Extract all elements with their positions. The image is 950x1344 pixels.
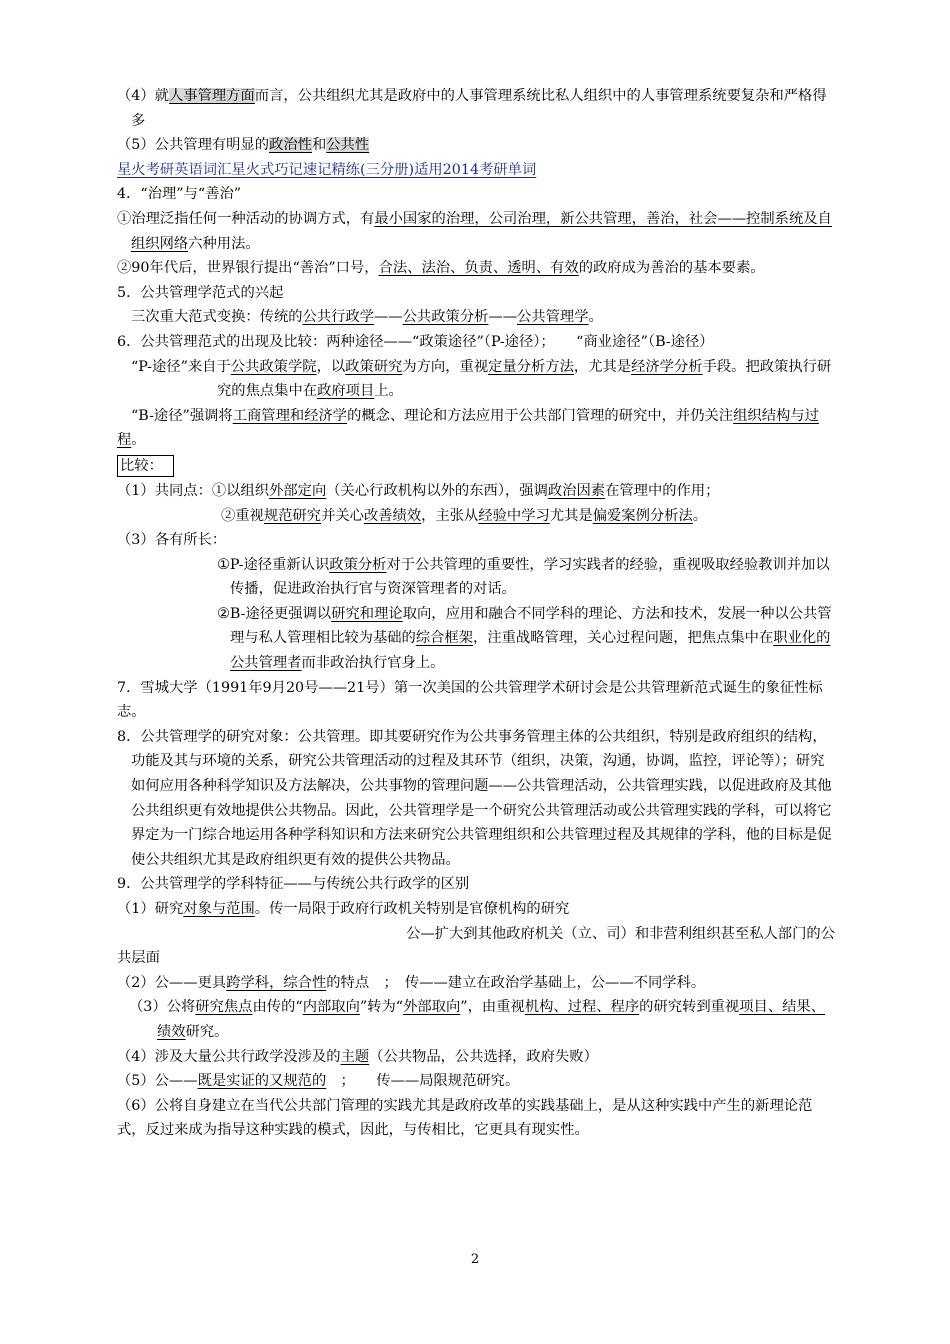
text: 在管理中的作用； — [605, 482, 720, 499]
compare-box: 比较： — [117, 455, 174, 477]
text: 取向，应用和融合不同学科的理论、方法和技术，发展一种以公共管理与私人管理相比较为基础的 — [230, 605, 832, 647]
text: （3）公将 — [129, 999, 196, 1016]
text: 六种用法。 — [188, 235, 260, 252]
text: 和 — [311, 137, 327, 154]
underlined-term: 改善绩效 — [363, 507, 422, 524]
text: （2）公——更具 — [117, 974, 227, 991]
text: ，注重战略管理，关心过程问题，把焦点集中在 — [473, 630, 774, 647]
text: 为方向，重视 — [402, 358, 489, 375]
item-9-5 — [117, 1069, 835, 1094]
ad-link[interactable]: 星火考研英语词汇星火式巧记速记精练(三分册)适用2014考研单词 — [117, 161, 537, 178]
underlined-term: 合法、法治、负责、透明、有效 — [378, 260, 579, 277]
text: 的概念、理论和方法应用于公共部门管理的研究中，并仍关注 — [347, 407, 734, 424]
underlined-term: 公共行政学 — [302, 309, 375, 326]
text: 尤其是 — [549, 507, 593, 524]
underlined-term: 内部取向 — [302, 999, 360, 1016]
text: —— — [374, 309, 403, 326]
section-6-title: 6．公共管理范式的出现及比较：两种途径——“政策途径”（P-途径）； “商业途径”（B-途径） — [117, 333, 714, 350]
text: ”，由重视 — [460, 999, 525, 1016]
paragraph-b-approach — [117, 404, 835, 453]
text: ，尤其是 — [573, 358, 632, 375]
item-9-4 — [117, 1045, 835, 1070]
underlined-term: 项目、结果、绩效 — [157, 999, 826, 1040]
underlined-term: 最小国家的治理，公司治理，新公共管理，善治，社会——控制系统及自组织网络 — [131, 210, 832, 252]
compare-common-2 — [117, 504, 835, 529]
paragraph-p-approach — [117, 355, 835, 404]
text: —— — [488, 309, 518, 326]
compare-common-1 — [117, 479, 835, 504]
underlined-term: 经济学分析 — [631, 358, 703, 375]
text: ； 传——局限规范研究。 — [326, 1073, 520, 1090]
text: ②90年代后，世界银行提出“善治”口号， — [117, 260, 379, 277]
compare-box-line — [117, 453, 835, 479]
text: 。 — [588, 309, 603, 326]
underlined-term: 组织结构与过程 — [117, 407, 819, 449]
text: （4）就 — [117, 88, 169, 104]
paragraph-personnel — [117, 84, 835, 133]
underlined-term: 机构、过程、程序 — [524, 999, 640, 1016]
underlined-term: 外部定向 — [269, 482, 327, 499]
text: 。 — [131, 432, 146, 449]
underlined-term: 主题 — [340, 1048, 370, 1065]
text: ”转为“ — [359, 999, 404, 1016]
text: （5）公共管理有明显的 — [117, 137, 270, 154]
underlined-term: 政治因素 — [547, 482, 606, 499]
item-9-1 — [117, 897, 835, 922]
page-number: 2 — [470, 1252, 480, 1267]
text: 。 — [692, 507, 708, 524]
text: 三次重大范式变换：传统的 — [131, 309, 303, 326]
underlined-term: 政策分析 — [329, 556, 387, 573]
text: ②B-途径更强调以 — [217, 605, 332, 622]
underlined-term: 研究和理论 — [331, 605, 403, 622]
highlight-term: 政治性 — [269, 137, 312, 154]
text: 对于公共管理的重要性，学习实践者的经验，重视吸取经验教训并加以传播，促进政治执行官与资深管理者的对话。 — [230, 556, 830, 598]
text: 而非政治执行官身上。 — [301, 655, 445, 672]
underlined-term: 对象与范围 — [183, 901, 255, 917]
ad-link-line — [117, 158, 835, 183]
highlight-term: 人事管理方面 — [169, 88, 255, 104]
text: ①P-途径重新认识 — [217, 556, 330, 573]
underlined-term: 工商管理和经济学 — [232, 407, 348, 424]
underlined-term: 公共管理学 — [517, 309, 589, 326]
underlined-term: 经验中学习 — [478, 507, 550, 524]
text: 研究。 — [185, 1023, 229, 1040]
section-4-title: 4．“治理”与“善治” — [117, 186, 242, 203]
underlined-term: 综合框架 — [415, 630, 474, 647]
text: （5）公—— — [117, 1073, 198, 1090]
text: 手段。把政策执行研究的焦点集中在 — [217, 358, 832, 400]
text: （关心行政机构以外的东西），强调 — [326, 482, 548, 499]
underlined-term: 研究焦点 — [195, 999, 253, 1016]
document-body — [117, 84, 835, 1143]
text: 的政府成为善治的基本要素。 — [578, 260, 765, 277]
underlined-term: 规范研究 — [263, 507, 322, 524]
text: ①治理泛指任何一种活动的协调方式，有 — [117, 210, 375, 227]
text: ，主张从 — [421, 507, 479, 524]
section-5-title: 5．公共管理学范式的兴起 — [117, 284, 284, 301]
item-9-6: （6）公将自身建立在当代公共部门管理的实践尤其是政府改革的实践基础上，是从这种实践中产生的新理论范式，反过来成为指导这种实践的模式，因此，与传相比，它更具有现实性。 — [117, 1097, 813, 1139]
underlined-term: 定量分析方法 — [488, 358, 574, 375]
section-9-title: 9．公共管理学的学科特征——与传统公共行政学的区别 — [117, 876, 470, 893]
underlined-term: 公共政策学院 — [230, 358, 317, 375]
compare-strength-p — [117, 553, 835, 602]
text: 。传一局限于政府行政机关特别是官僚机构的研究 — [254, 901, 570, 917]
underlined-term: 公共政策分析 — [402, 309, 489, 326]
underlined-term: 职业化的公共管理者 — [230, 630, 831, 672]
item-9-2 — [117, 971, 835, 996]
text: “B-途径”强调将 — [131, 407, 233, 424]
highlight-term: 公共性 — [326, 137, 370, 154]
text: 而言，公共组织尤其是政府中的人事管理系统比私人组织中的人事管理系统要复杂和严格得多 — [131, 88, 827, 129]
text: （公共物品，公共选择，政府失败） — [369, 1048, 598, 1065]
underlined-term: 既是实证的又规范的 — [197, 1073, 327, 1090]
item-9-1-end: 共层面 — [117, 950, 160, 967]
text: ②重视 — [221, 507, 264, 524]
compare-strengths-title: （3）各有所长： — [117, 532, 227, 549]
section-8: 8．公共管理学的研究对象：公共管理。即其要研究作为公共事务管理主体的公共组织，特别是政府组织的结构，功能及其与环境的关系，研究公共管理活动的过程及其环节（组织，决策，沟通，协调，监控，评论等）；研究如何应用各种科学知识及方法解决，公共事物的管理问题——公共管理活动，公共管理实践，以促进政府及其他公共组织更有效地提供公共物品。因此，公共管理学是一个研究公共管理活动或公共管理实践的学科，可以将它界定为一门综合地运用各种学科知识和方法来研究公共管理组织和公共管理过程及其规律的学科，他的目标是促使公共组织尤其是政府组织更有效的提供公共物品。 — [117, 728, 832, 868]
underlined-term: 跨学科，综合性 — [226, 974, 327, 991]
text: （1）研究 — [117, 901, 184, 917]
underlined-term: 外部取向 — [403, 999, 461, 1016]
paragraph-4-1 — [117, 207, 835, 256]
text: 的研究转到重视 — [639, 999, 740, 1016]
underlined-term: 政策研究 — [345, 358, 403, 375]
underlined-term: 政府项目 — [317, 383, 375, 400]
paragraph-5 — [117, 305, 835, 330]
paragraph-political — [117, 133, 835, 158]
item-9-1-continued: 公—扩大到其他政府机关（立、司）和非营利组织甚至私人部门的公 — [406, 925, 835, 942]
paragraph-4-2 — [117, 256, 835, 281]
text: “P-途径”来自于 — [131, 358, 231, 375]
text: 由传的“ — [252, 999, 303, 1016]
text: 上。 — [374, 383, 403, 400]
section-7: 7．雪城大学（1991年9月20号——21号）第一次美国的公共管理学术研讨会是公共管理新范式诞生的象征性标志。 — [117, 679, 823, 721]
compare-strength-b — [117, 602, 835, 676]
text: 的特点 ； 传——建立在政治学基础上，公——不同学科。 — [326, 974, 706, 991]
text: ，以 — [316, 358, 346, 375]
text: 并关心 — [321, 507, 364, 524]
text: （4）涉及大量公共行政学没涉及的 — [117, 1048, 341, 1065]
item-9-3 — [117, 995, 835, 1044]
underlined-term: 偏爱案例分析法 — [592, 507, 693, 524]
text: （1）共同点：①以组织 — [117, 482, 270, 499]
